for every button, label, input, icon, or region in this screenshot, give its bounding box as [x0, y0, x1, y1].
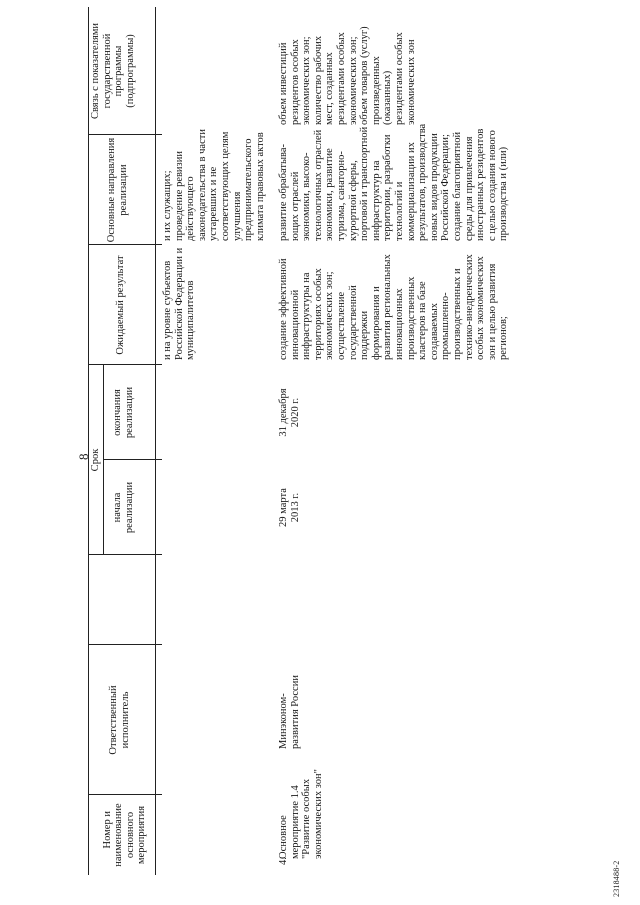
header-directions: Основные направления реализации — [106, 137, 129, 243]
row-end-date: 31 декабря 2020 г. — [278, 388, 301, 437]
header-start: начала реализации — [112, 481, 135, 534]
srok-divider-rule — [103, 365, 104, 555]
row-directions: развитие обрабатыва- ющих отраслей экономики, высоко- технологичных отраслей экономики, развитие туризма, санаторно- курортной сферы, портовой и транспортной инфраструктур на территории, разработки технологий и коммерциализации их результатов, производства новых видов продукции Российской Федерации; создание благоприятной среды для привлечения иностранных резидентов с целью создания нового производства и (или) — [278, 123, 510, 241]
document-id: 2318488-2 — [612, 860, 621, 897]
row-executor: Минэконом- развития России — [278, 675, 301, 749]
header-number-name: Номер и наименование основного мероприятия — [101, 803, 148, 867]
row-start-date: 29 марта 2013 г. — [278, 488, 301, 527]
continuation-directions: и их служащих; проведение ревизии действующего законодательства в части устаревших и не соответствующих целям улучшения предпринимательского климата правовых актов — [162, 129, 266, 241]
row-indicators: объем инвестиций резидентов особых экономических зон; количество рабочих мест, созданных резидентами особых экономических зон; объем товаров (услуг) произведенных (оказанных) резидентами особых экономических зон — [278, 26, 417, 125]
header-result: Ожидаемый результат — [115, 255, 126, 355]
table-top-rule — [88, 7, 89, 875]
header-executor: Ответственный исполнитель — [108, 685, 131, 755]
header-indicators: Связь с показателями государственной программы (подпрограммы) — [90, 22, 136, 120]
header-srok: Срок — [90, 448, 101, 472]
continuation-result: и на уровне субъектов Российской Федерации и муниципалитетов — [162, 247, 197, 360]
row-measure-name: Основное мероприятие 1.4 "Развитие особых экономических зон" — [278, 769, 324, 859]
page-number: 8 — [76, 453, 91, 460]
header-bottom-rule — [155, 7, 156, 875]
header-end: окончания реализации — [112, 386, 135, 439]
row-expected-result: создание эффективной инновационной инфраструктуры на территориях особых экономических зон; осуществление государственной поддержки формирования и развития региональных инновационных производственных кластеров на базе создаваемых промышленно- производственных и технико-внедренческих особых экономических зон и целью развития регионов; — [278, 254, 510, 360]
row-number: 4. — [278, 857, 289, 865]
